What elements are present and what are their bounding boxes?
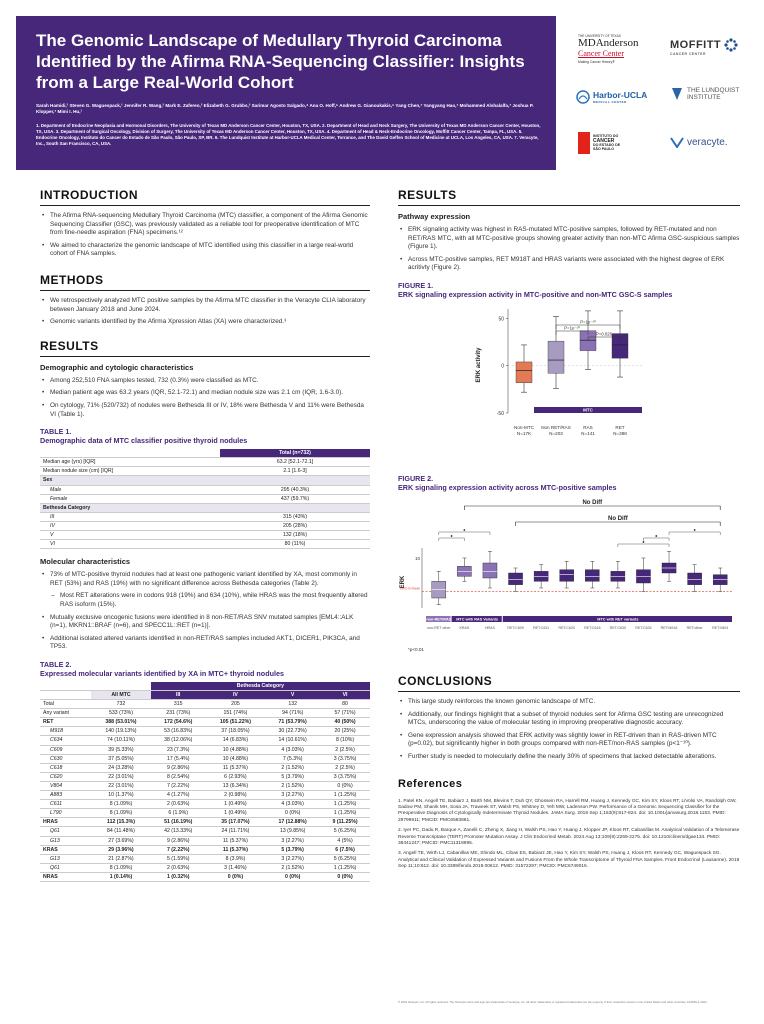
table-row bbox=[40, 863, 370, 872]
table-row bbox=[40, 530, 370, 539]
row-label: HRAS bbox=[40, 818, 91, 827]
table-row bbox=[40, 818, 370, 827]
column-header: All MTC bbox=[91, 691, 151, 700]
references-heading: References bbox=[398, 777, 463, 790]
cell-value: 35 (17.07%) bbox=[206, 818, 266, 827]
y-tick-label: -50 bbox=[496, 410, 504, 417]
cell-value: 13 (9.85%) bbox=[265, 827, 320, 836]
group-band-label: MTC with RAS Variants bbox=[456, 617, 499, 622]
veracyte-logo: veracyte. bbox=[670, 136, 728, 148]
cell-value: 105 (51.22%) bbox=[206, 718, 266, 727]
cell-value: 11 (5.37%) bbox=[206, 845, 266, 854]
table-row bbox=[40, 512, 370, 521]
figure2-boxplot bbox=[398, 496, 740, 640]
table2-caption: TABLE 2. Expressed molecular variants identified by XA in MTC+ thyroid nodules bbox=[40, 659, 284, 678]
cell-value: 3 (2.27%) bbox=[265, 836, 320, 845]
column-header: V bbox=[265, 691, 320, 700]
row-label: L790 bbox=[40, 809, 91, 818]
cell-value: 2 (0.63%) bbox=[151, 800, 206, 809]
row-label: RET bbox=[40, 718, 91, 727]
row-value bbox=[220, 503, 370, 512]
results-right-heading: RESULTS bbox=[398, 188, 740, 206]
box-iqr bbox=[688, 573, 702, 585]
cell-value: 0 (0%) bbox=[320, 872, 370, 881]
x-category-count: N=17K bbox=[516, 430, 532, 436]
table1-caption: TABLE 1. Demographic data of MTC classifier positive thyroid nodules bbox=[40, 427, 248, 446]
cell-value: 0 (0%) bbox=[265, 872, 320, 881]
cell-value: 80 bbox=[320, 700, 370, 709]
cell-value: 2 (0.63%) bbox=[151, 863, 206, 872]
cell-value: 172 (54.6%) bbox=[151, 718, 206, 727]
x-category-label: RET:M918 bbox=[660, 625, 678, 630]
molecular-list bbox=[40, 571, 370, 652]
row-label: Q61 bbox=[40, 827, 91, 836]
x-category-label: RET:V804 bbox=[712, 625, 729, 630]
cell-value: 11 (5.37%) bbox=[206, 836, 266, 845]
column-header: VI bbox=[320, 691, 370, 700]
cell-value: 205 bbox=[206, 700, 266, 709]
box-iqr bbox=[483, 563, 497, 578]
list-item: • Additionally, our findings highlight that a subset of thyroid nodules sent for Afirma GSC testing are unrecognized MTCs, underscoring the value of molecular testing in improving preoperative diagnostic accuracy. bbox=[398, 711, 740, 728]
list-item: • 73% of MTC-positive thyroid nodules had at least one pathogenic variant identified by XA, most commonly in RET (53%) and RAS (19%) with no significant difference across Bethesda categories (Table 2). bbox=[40, 571, 370, 588]
cell-value: 37 (18.05%) bbox=[206, 727, 266, 736]
cell-value: 39 (5.33%) bbox=[91, 745, 151, 754]
cell-value: 1 (0.32%) bbox=[151, 872, 206, 881]
list-item: • Gene expression analysis showed that ERK activity was slightly lower in RET-driven than in RAS-driven MTC (p=0.02), but significantly higher in both groups compared with non-RET/non-RAS samples (p<1⁻¹⁰). bbox=[398, 732, 740, 749]
row-label: C611 bbox=[40, 800, 91, 809]
row-value: 315 (43%) bbox=[220, 512, 370, 521]
table-row bbox=[40, 791, 370, 800]
significance-bracket bbox=[618, 544, 669, 547]
table-row bbox=[40, 827, 370, 836]
cell-value: 3 (2.27%) bbox=[265, 854, 320, 863]
y-tick-label: 10 bbox=[414, 555, 420, 561]
cell-value: 53 (16.83%) bbox=[151, 727, 206, 736]
cell-value: 0 (0%) bbox=[320, 781, 370, 790]
cell-value: 9 (2.86%) bbox=[151, 763, 206, 772]
table1-header: Total (n=732) bbox=[220, 449, 370, 458]
cell-value: 1 (0.49%) bbox=[206, 800, 266, 809]
cell-value: 38 (12.06%) bbox=[151, 736, 206, 745]
table-row bbox=[40, 521, 370, 530]
cell-value: 24 (11.71%) bbox=[206, 827, 266, 836]
cell-value: 94 (71%) bbox=[265, 709, 320, 718]
row-value: 132 (18%) bbox=[220, 530, 370, 539]
row-label: G13 bbox=[40, 836, 91, 845]
list-item: • Across MTC-positive samples, RET M918T and HRAS variants were associated with the highest degree of ERK acritivty (Figure 2). bbox=[398, 256, 740, 273]
significance-bracket bbox=[669, 532, 720, 535]
cell-value: 1 (1.25%) bbox=[320, 863, 370, 872]
cell-value: 51 (16.19%) bbox=[151, 818, 206, 827]
row-label: C620 bbox=[40, 772, 91, 781]
row-value: 80 (11%) bbox=[220, 540, 370, 549]
x-category-label: Non RET/RAS bbox=[541, 424, 571, 430]
list-item: • This large study reinforces the known genomic landscape of MTC. bbox=[398, 698, 740, 707]
x-category-label: non-RET other bbox=[427, 625, 451, 630]
x-category-label: RET:C634 bbox=[635, 625, 652, 630]
cell-value: 0 (0%) bbox=[265, 809, 320, 818]
introduction-heading: INTRODUCTION bbox=[40, 188, 370, 206]
cell-value: 10 (4.88%) bbox=[206, 745, 266, 754]
row-label: Female bbox=[40, 494, 220, 503]
cell-value: 37 (5.05%) bbox=[91, 754, 151, 763]
column-header bbox=[40, 691, 91, 700]
reference-item: 1. Patel KN, Angell TE, Babiarz J, Barth NM, Blevins T, Duh QY, Ghossein RA, Harrell RM, Huang J, Kennedy GC, Kim SY, Kloos RT, LiVolsi VA, Randolph GW, Sadow PM, Shanik MH, Sosa JA, Traweek ST, Walsh PS, Whitney D, Yeh MW, Ladenson PW. Performance of a Genomic Sequencing Classifier for the Preoperative Diagnosis of Cytologically Indeterminate Thyroid Nodules. JAMA Surg. 2018 Sep 1;153(9):817-824. doi: 10.1001/jamasurg.2018.1153. PMID: 29799911; PMCID: PMC6583881. bbox=[398, 798, 737, 823]
cell-value: 40 (50%) bbox=[320, 718, 370, 727]
cell-value: 6 (2.93%) bbox=[206, 772, 266, 781]
cell-value: 74 (10.11%) bbox=[91, 736, 151, 745]
institution-logos bbox=[566, 24, 756, 174]
cell-value: 2 (2.5%) bbox=[320, 763, 370, 772]
x-category-label: HRAS bbox=[484, 625, 495, 630]
list-item: • We aimed to characterize the genomic landscape of MTC identified using this classifier in a large real-world cohort of FNA samples. bbox=[40, 242, 370, 259]
row-label: C634 bbox=[40, 736, 91, 745]
table-row bbox=[40, 736, 370, 745]
reference-item: 3. Angell TE, Wirth LJ, Cabanillas ME, Shindo ML, Cibas ES, Babiarz JE, Hao Y, Kim SY, Walsh PS, Huang J, Kloos RT, Kennedy GC, Waguespack SG. Analytical and Clinical Validation of Expressed Variants and Fusions From the Whole Transcriptome of Thyroid FNA Samples. Front Endocrinol (Lausanne). 2019 Sep 11;10:612. doi: 10.3389/fendo.2019.00612. PMID: 31572297; PMCID: PMC6749016. bbox=[398, 851, 740, 870]
list-item: • ERK signaling activity was highest in RAS-mutated MTC-positive samples, followed by RET-mutated and non RET/RAS MTC, with all MTC-positive groups showing greater activity than non-MTC Afirma GSC-suspicious samples (Figure 1). bbox=[398, 226, 740, 252]
y-axis-label: ERK activity bbox=[476, 347, 482, 383]
significance-bracket bbox=[439, 532, 490, 535]
lundquist-emblem-icon bbox=[670, 86, 684, 102]
cell-value: 8 (1.09%) bbox=[91, 809, 151, 818]
table-row bbox=[40, 872, 370, 881]
column-header: III bbox=[151, 691, 206, 700]
affiliation-list: 1. Department of Endocrine Neoplasia and Hormonal Disorders, The University of Texas MD Anderson Cancer Center, Houston, TX, USA. 2. Department of Head and Neck Surgery, The University of Texas MD Anderson Cancer Center, Houston, TX, USA. 3. Department of Surgical Oncology, Division of Surgery, The University of Texas MD Anderson Cancer Center, Houston, TX, USA. 4. Department of Head & Neck-Endocrine Oncology, Moffitt Cancer Center, Tampa, FL, USA. 5. Endocrine Oncology, Instituto do Cancer do Estado de São Paulo, São Paulo, SP, BR. 6. The Lundquist Institute at Harbor-UCLA Medical Center, Torrance, and The David Geffen School of Medicine at UCLA, Los Angeles, CA, USA. 7. Veracyte, Inc., South San Francisco, CA, USA. bbox=[36, 123, 541, 147]
row-label: Median age (yrs) [IQR] bbox=[40, 458, 220, 467]
row-value: 63.2 [52.1-72.1] bbox=[220, 458, 370, 467]
cell-value: 29 (3.96%) bbox=[91, 845, 151, 854]
gsc-mean-label: GSC-S mean bbox=[399, 586, 420, 591]
cell-value: 20 (25%) bbox=[320, 727, 370, 736]
cell-value: 231 (73%) bbox=[151, 709, 206, 718]
cell-value: 7 (2.22%) bbox=[151, 781, 206, 790]
significance-bracket bbox=[439, 538, 465, 541]
row-label: V bbox=[40, 530, 220, 539]
bethesda-group-header: Bethesda Category bbox=[151, 682, 370, 691]
box-iqr bbox=[585, 570, 599, 582]
list-item: • Among 252,510 FNA samples tested, 732 (0.3%) were classified as MTC. bbox=[40, 377, 370, 386]
box-iqr bbox=[548, 341, 564, 373]
significance-star bbox=[655, 535, 657, 537]
y-tick-label: 0 bbox=[501, 363, 504, 370]
p-value-label: P=0.026 bbox=[595, 331, 613, 337]
cell-value: 5 (3.79%) bbox=[265, 845, 320, 854]
demographic-table bbox=[40, 449, 370, 549]
row-label: Q61 bbox=[40, 863, 91, 872]
results-heading: RESULTS bbox=[40, 339, 370, 357]
row-label: G13 bbox=[40, 854, 91, 863]
author-list: Sarah Hamidi,¹ Steven G. Waguespack,¹ Jennifer R. Wang,² Mark E. Zafereo,² Elizabeth G. Grubbs,³ Sarimar Agosto Salgado,⁴ Ana O. Hoff,⁵ Andrew G. Gianoukakis,⁶ Yang Chen,⁷ Yangyang Hao,⁷ Mohammed Alshalalfa,⁷ Joshua P. Klopper,⁷ Mimi I. Hu,¹ bbox=[36, 103, 534, 115]
x-category-count: N=388 bbox=[613, 430, 627, 436]
cell-value: 4 (5%) bbox=[320, 836, 370, 845]
icesp-logo: INSTITUTO DO CANCER DO ESTADO DE SÃO PAULO bbox=[578, 132, 620, 154]
table-row bbox=[40, 458, 370, 467]
list-item: • Genomic variants identified by the Afirma Xpression Atlas (XA) were characterized.³ bbox=[40, 318, 370, 327]
no-diff-bracket bbox=[516, 522, 721, 526]
cell-value: 71 (53.79%) bbox=[265, 718, 320, 727]
table-row bbox=[40, 809, 370, 818]
list-item: • Additional isolated altered variants identified in non-RET/RAS samples included AKT1, DICER1, PIK3CA, and TP53. bbox=[40, 635, 370, 652]
list-item: • We retrospectively analyzed MTC positive samples by the Afirma MTC classifier in the Veracyte CLIA laboratory between January 2018 and June 2024. bbox=[40, 297, 370, 314]
row-label: NRAS bbox=[40, 872, 91, 881]
cell-value: 2 (1.52%) bbox=[265, 781, 320, 790]
table-row bbox=[40, 540, 370, 549]
list-item: • On cytology, 71% (520/732) of nodules were Bethesda III or IV, 18% were Bethesda V and 11% were Bethesda VI (Table 1). bbox=[40, 402, 370, 419]
conclusions-heading: CONCLUSIONS bbox=[398, 674, 740, 692]
cell-value: 3 (3.75%) bbox=[320, 772, 370, 781]
row-label: Any variant bbox=[40, 709, 91, 718]
x-category-label: RET bbox=[615, 424, 625, 430]
row-label: V804 bbox=[40, 781, 91, 790]
cell-value: 57 (71%) bbox=[320, 709, 370, 718]
icesp-emblem-icon bbox=[578, 132, 590, 154]
p-value-label: P=1e⁻¹⁰ bbox=[580, 319, 596, 325]
references-list bbox=[398, 799, 740, 871]
row-value: 437 (59.7%) bbox=[220, 494, 370, 503]
row-label: Median nodule size (cm) [IQR] bbox=[40, 467, 220, 476]
x-category-label: RET:C618 bbox=[584, 625, 601, 630]
cell-value: 732 bbox=[91, 700, 151, 709]
cell-value: 7 (2.22%) bbox=[151, 845, 206, 854]
cell-value: 21 (2.87%) bbox=[91, 854, 151, 863]
veracyte-emblem-icon bbox=[670, 136, 684, 148]
box-iqr bbox=[516, 362, 532, 383]
x-category-label: Non-MTC bbox=[514, 424, 534, 430]
cell-value: 8 (3.9%) bbox=[206, 854, 266, 863]
row-value: 2.1 [1.6-3] bbox=[220, 467, 370, 476]
row-value: 295 (40.3%) bbox=[220, 485, 370, 494]
table-row bbox=[40, 781, 370, 790]
lundquist-logo: THE LUNDQUIST INSTITUTE bbox=[670, 86, 739, 102]
cell-value: 4 (1.27%) bbox=[151, 791, 206, 800]
no-diff-label: No Diff bbox=[582, 499, 603, 506]
table-row bbox=[40, 800, 370, 809]
row-label: Total bbox=[40, 700, 91, 709]
cell-value: 4 (3.03%) bbox=[265, 800, 320, 809]
cell-value: 30 (22.73%) bbox=[265, 727, 320, 736]
table-row bbox=[40, 763, 370, 772]
pathway-subheading: Pathway expression bbox=[398, 212, 471, 221]
list-item: • Further study is needed to molecularly define the nearly 30% of specimens that lacked detectable alterations. bbox=[398, 753, 740, 762]
p-value-label: P=1e⁻¹⁰ bbox=[564, 325, 580, 331]
cell-value: 10 (1.37%) bbox=[91, 791, 151, 800]
conclusions-list bbox=[398, 698, 740, 762]
significance-star bbox=[463, 529, 465, 531]
cell-value: 6 (7.5%) bbox=[320, 845, 370, 854]
cell-value: 8 (2.54%) bbox=[151, 772, 206, 781]
row-label: C609 bbox=[40, 745, 91, 754]
row-label: KRAS bbox=[40, 845, 91, 854]
table-row bbox=[40, 476, 370, 485]
cell-value: 7 (5.3%) bbox=[265, 754, 320, 763]
cell-value: 22 (3.01%) bbox=[91, 772, 151, 781]
copyright-footer: © 2024 Veracyte, Inc. All rights reserved. The Veracyte name and logo are trademarks of Veracyte, Inc. All other trademarks or registered trademarks are the property of their respective owners in the United States and other countries. AC2081-1-2024 bbox=[398, 1000, 707, 1004]
cell-value: 3 (1.46%) bbox=[206, 863, 266, 872]
cell-value: 2 (0.98%) bbox=[206, 791, 266, 800]
table-row bbox=[40, 727, 370, 736]
row-label: III bbox=[40, 512, 220, 521]
group-band-label: non-RET/RAS bbox=[426, 617, 452, 622]
harbor-ucla-emblem-icon bbox=[576, 90, 590, 104]
mtc-group-label: MTC bbox=[583, 407, 593, 413]
figure2-caption: FIGURE 2. ERK signaling expression activity across MTC-positive samples bbox=[398, 473, 617, 492]
row-label: Sex bbox=[40, 476, 220, 485]
variants-table bbox=[40, 682, 370, 882]
x-category-count: N=203 bbox=[549, 430, 563, 436]
significance-star bbox=[643, 541, 645, 543]
cell-value: 23 (7.3%) bbox=[151, 745, 206, 754]
methods-heading: METHODS bbox=[40, 273, 370, 291]
cell-value: 8 (10%) bbox=[320, 736, 370, 745]
cell-value: 9 (11.25%) bbox=[320, 818, 370, 827]
x-category-label: RAS bbox=[583, 424, 593, 430]
right-column bbox=[398, 188, 740, 875]
significance-bracket bbox=[643, 538, 669, 541]
table-row bbox=[40, 772, 370, 781]
x-category-label: RET:C620 bbox=[558, 625, 575, 630]
mdanderson-logo: THE UNIVERSITY OF TEXAS MDAnderson Cancer Center Making Cancer History® bbox=[578, 34, 639, 64]
cell-value: 8 (1.09%) bbox=[91, 863, 151, 872]
methods-list bbox=[40, 297, 370, 327]
cell-value: 11 (5.37%) bbox=[206, 763, 266, 772]
list-item: • The Afirma RNA-sequencing Medullary Thyroid Carcinoma (MTC) classifier, a component of the Afirma Genomic Sequencing Classifier (GSC), was previously validated as a reliable tool for preoperative identification of MTC from fine-needle aspiration (FNA) specimens.¹² bbox=[40, 212, 370, 238]
box-iqr bbox=[560, 570, 574, 582]
cell-value: 5 (1.59%) bbox=[151, 854, 206, 863]
row-label: Bethesda Category bbox=[40, 503, 220, 512]
cell-value: 10 (4.88%) bbox=[206, 754, 266, 763]
column-header: IV bbox=[206, 691, 266, 700]
cell-value: 132 bbox=[265, 700, 320, 709]
moffitt-logo: MOFFITT CANCER CENTER bbox=[670, 38, 750, 56]
table-row bbox=[40, 745, 370, 754]
row-label: A883 bbox=[40, 791, 91, 800]
x-category-label: RET:C609 bbox=[507, 625, 524, 630]
cell-value: 140 (19.13%) bbox=[91, 727, 151, 736]
cell-value: 17 (5.4%) bbox=[151, 754, 206, 763]
group-band-label: MTC with RET variants bbox=[597, 617, 639, 622]
cell-value: 388 (53.01%) bbox=[91, 718, 151, 727]
cell-value: 9 (2.86%) bbox=[151, 836, 206, 845]
list-item: • Median patient age was 63.2 years (IQR, 52.1-72.1) and median nodule size was 2.1 cm (IQR, 1.6-3.0). bbox=[40, 389, 370, 398]
molecular-subheading: Molecular characteristics bbox=[40, 557, 131, 567]
table-row bbox=[40, 467, 370, 476]
cell-value: 13 (6.34%) bbox=[206, 781, 266, 790]
cell-value: 315 bbox=[151, 700, 206, 709]
table-row bbox=[40, 503, 370, 512]
cell-value: 5 (6.25%) bbox=[320, 827, 370, 836]
cell-value: 2 (1.52%) bbox=[265, 763, 320, 772]
cell-value: 151 (74%) bbox=[206, 709, 266, 718]
pathway-list bbox=[398, 226, 740, 273]
row-label: C618 bbox=[40, 763, 91, 772]
x-category-label: RET:other bbox=[686, 625, 703, 630]
cell-value: 112 (15.3%) bbox=[91, 818, 151, 827]
table-row bbox=[40, 485, 370, 494]
x-category-label: RET:C611 bbox=[533, 625, 550, 630]
cell-value: 22 (3.01%) bbox=[91, 781, 151, 790]
list-item: • Mutually exclusive oncogenic fusions were identified in 8 non-RET/RAS SNV mutated samples [EML4::ALK (n=1), MKRN1::BRAF (n=6), and SPECC1L::RET (n=1)]. bbox=[40, 614, 370, 631]
cell-value: 17 (12.88%) bbox=[265, 818, 320, 827]
table-row bbox=[40, 754, 370, 763]
table-row bbox=[40, 718, 370, 727]
figure1-boxplot bbox=[398, 303, 740, 461]
harbor-ucla-logo: Harbor-UCLA MEDICAL CENTER bbox=[576, 90, 647, 104]
demographic-list bbox=[40, 377, 370, 419]
table-row bbox=[40, 854, 370, 863]
cell-value: 84 (11.48%) bbox=[91, 827, 151, 836]
cell-value: 24 (3.28%) bbox=[91, 763, 151, 772]
significance-star bbox=[694, 529, 696, 531]
cell-value: 2 (2.5%) bbox=[320, 745, 370, 754]
cell-value: 1 (0.14%) bbox=[91, 872, 151, 881]
moffitt-emblem-icon bbox=[724, 38, 738, 52]
no-diff-label: No Diff bbox=[608, 515, 628, 522]
row-label: Male bbox=[40, 485, 220, 494]
cell-value: 1 (0.49%) bbox=[206, 809, 266, 818]
cell-value: 27 (3.69%) bbox=[91, 836, 151, 845]
poster-header bbox=[16, 16, 556, 170]
cell-value: 8 (1.09%) bbox=[91, 800, 151, 809]
cell-value: 3 (2.27%) bbox=[265, 791, 320, 800]
cell-value: 1 (1.25%) bbox=[320, 791, 370, 800]
cell-value: 2 (1.52%) bbox=[265, 863, 320, 872]
cell-value: 1 (1.25%) bbox=[320, 800, 370, 809]
figure1-caption: FIGURE 1. ERK signaling expression activity in MTC-positive and non-MTC GSC-S samples bbox=[398, 280, 673, 299]
table-row bbox=[40, 845, 370, 854]
box-iqr bbox=[509, 573, 523, 585]
table-row bbox=[40, 494, 370, 503]
significance-star bbox=[451, 535, 453, 537]
cell-value: 0 (0%) bbox=[206, 872, 266, 881]
y-tick-label: 50 bbox=[498, 316, 504, 323]
row-label: C630 bbox=[40, 754, 91, 763]
x-category-count: N=141 bbox=[581, 430, 595, 436]
y-axis-label: ERK bbox=[400, 575, 406, 589]
cell-value: 5 (6.25%) bbox=[320, 854, 370, 863]
table-row bbox=[40, 700, 370, 709]
introduction-list bbox=[40, 212, 370, 259]
cell-value: 6 (1.9%) bbox=[151, 809, 206, 818]
reference-item: 2. Iyer PC, Dadu R, Barque A, Zanelli C, Zheng X, Jiang H, Walsh PS, Hao Y, Huang J, Klopper JP, Kloos RT, Cabanillas M. Analytical Validation of a Telomerase Reverse Transcriptase (TERT) Promoter Mutation Assay. J Clin Endocrinol Metab. 2024 Aug 13;109(9):2269-2275. doi: 10.1210/clinem/dgae134. PMID: 38441247; PMCID: PMC11318995. bbox=[398, 828, 740, 846]
row-label: VI bbox=[40, 540, 220, 549]
row-label: IV bbox=[40, 521, 220, 530]
figure2-footnote: *p<0.01 bbox=[408, 646, 424, 652]
cell-value: 14 (10.61%) bbox=[265, 736, 320, 745]
no-diff-bracket bbox=[464, 506, 720, 510]
x-category-label: KRAS bbox=[459, 625, 470, 630]
row-value bbox=[220, 476, 370, 485]
poster-title: The Genomic Landscape of Medullary Thyroid Carcinoma Identified by the Afirma RNA-Sequencing Classifier: Insights from a Large Real-World Cohort bbox=[36, 31, 525, 92]
demographic-subheading: Demographic and cytologic characteristics bbox=[40, 362, 194, 372]
row-label: M918 bbox=[40, 727, 91, 736]
table-row bbox=[40, 709, 370, 718]
cell-value: 1 (1.25%) bbox=[320, 809, 370, 818]
cell-value: 14 (6.83%) bbox=[206, 736, 266, 745]
row-value: 205 (28%) bbox=[220, 521, 370, 530]
cell-value: 42 (13.33%) bbox=[151, 827, 206, 836]
cell-value: 4 (3.03%) bbox=[265, 745, 320, 754]
cell-value: 533 (73%) bbox=[91, 709, 151, 718]
left-column bbox=[40, 188, 370, 882]
list-item: – Most RET alterations were in codons 918 (19%) and 634 (10%), while HRAS was the most frequently altered RAS isoform (15%). bbox=[40, 592, 370, 609]
cell-value: 5 (3.79%) bbox=[265, 772, 320, 781]
x-category-label: RET:C630 bbox=[609, 625, 627, 630]
table-row bbox=[40, 836, 370, 845]
cell-value: 3 (3.75%) bbox=[320, 754, 370, 763]
